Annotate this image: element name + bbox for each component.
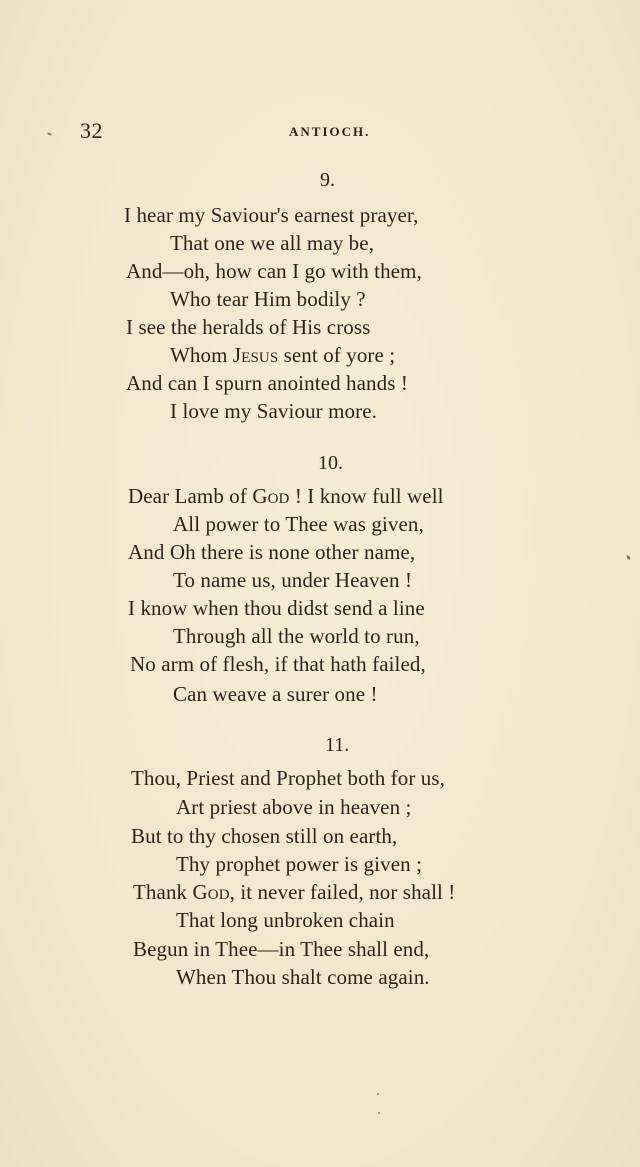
page-header <box>0 118 640 148</box>
poem-line: I love my Saviour more. <box>170 399 378 423</box>
stanza-number: 10. <box>318 452 343 474</box>
poem-line: Can weave a surer one ! <box>173 682 378 706</box>
running-title: ANTIOCH. <box>289 124 371 139</box>
poem-line: I hear my Saviour's earnest prayer, <box>124 203 419 227</box>
poem-line: Who tear Him bodily ? <box>170 287 366 311</box>
page-number: 32 <box>80 118 103 143</box>
line-text: Dear Lamb of <box>128 484 253 508</box>
divine-name: God <box>192 880 230 904</box>
poem-line: And—oh, how can I go with them, <box>126 259 422 283</box>
poem-line: That one we all may be, <box>170 231 375 255</box>
paper-speck <box>626 555 631 561</box>
poem-line: Begun in Thee—in Thee shall end, <box>133 937 430 961</box>
poem-line: All power to Thee was given, <box>173 512 424 536</box>
poem-line: Thou, Priest and Prophet both for us, <box>131 766 446 790</box>
poem-line <box>128 484 444 509</box>
poem-line: But to thy chosen still on earth, <box>131 824 398 848</box>
poem-line <box>133 880 455 905</box>
poem-line: And can I spurn anointed hands ! <box>126 371 408 395</box>
poem-line: When Thou shalt come again. <box>176 965 430 989</box>
line-text: sent of yore ; <box>278 343 396 367</box>
poem-line: Thy prophet power is given ; <box>176 852 423 876</box>
poem-line: Art priest above in heaven ; <box>176 795 412 819</box>
poem-line: And Oh there is none other name, <box>128 540 416 564</box>
poem-line: Through all the world to run, <box>173 624 420 648</box>
poem-line: I know when thou didst send a line <box>128 596 425 620</box>
divine-name: Jesus <box>232 343 279 367</box>
line-text: ! I know full well <box>289 484 444 508</box>
line-text: , it never failed, nor shall ! <box>229 880 456 904</box>
poem-line: To name us, under Heaven ! <box>173 568 413 592</box>
divine-name: God <box>252 484 290 508</box>
line-text: Whom <box>170 343 233 367</box>
line-text: Thank <box>133 880 193 904</box>
paper-speck <box>377 1093 379 1095</box>
paper-speck <box>378 1112 380 1114</box>
poem-line <box>170 343 395 368</box>
poem-line: I see the heralds of His cross <box>126 315 371 339</box>
poem-line: No arm of flesh, if that hath failed, <box>130 652 426 676</box>
poem-line: That long unbroken chain <box>176 908 395 932</box>
stanza-number: 9. <box>320 169 335 191</box>
stanza-number: 11. <box>325 734 350 756</box>
